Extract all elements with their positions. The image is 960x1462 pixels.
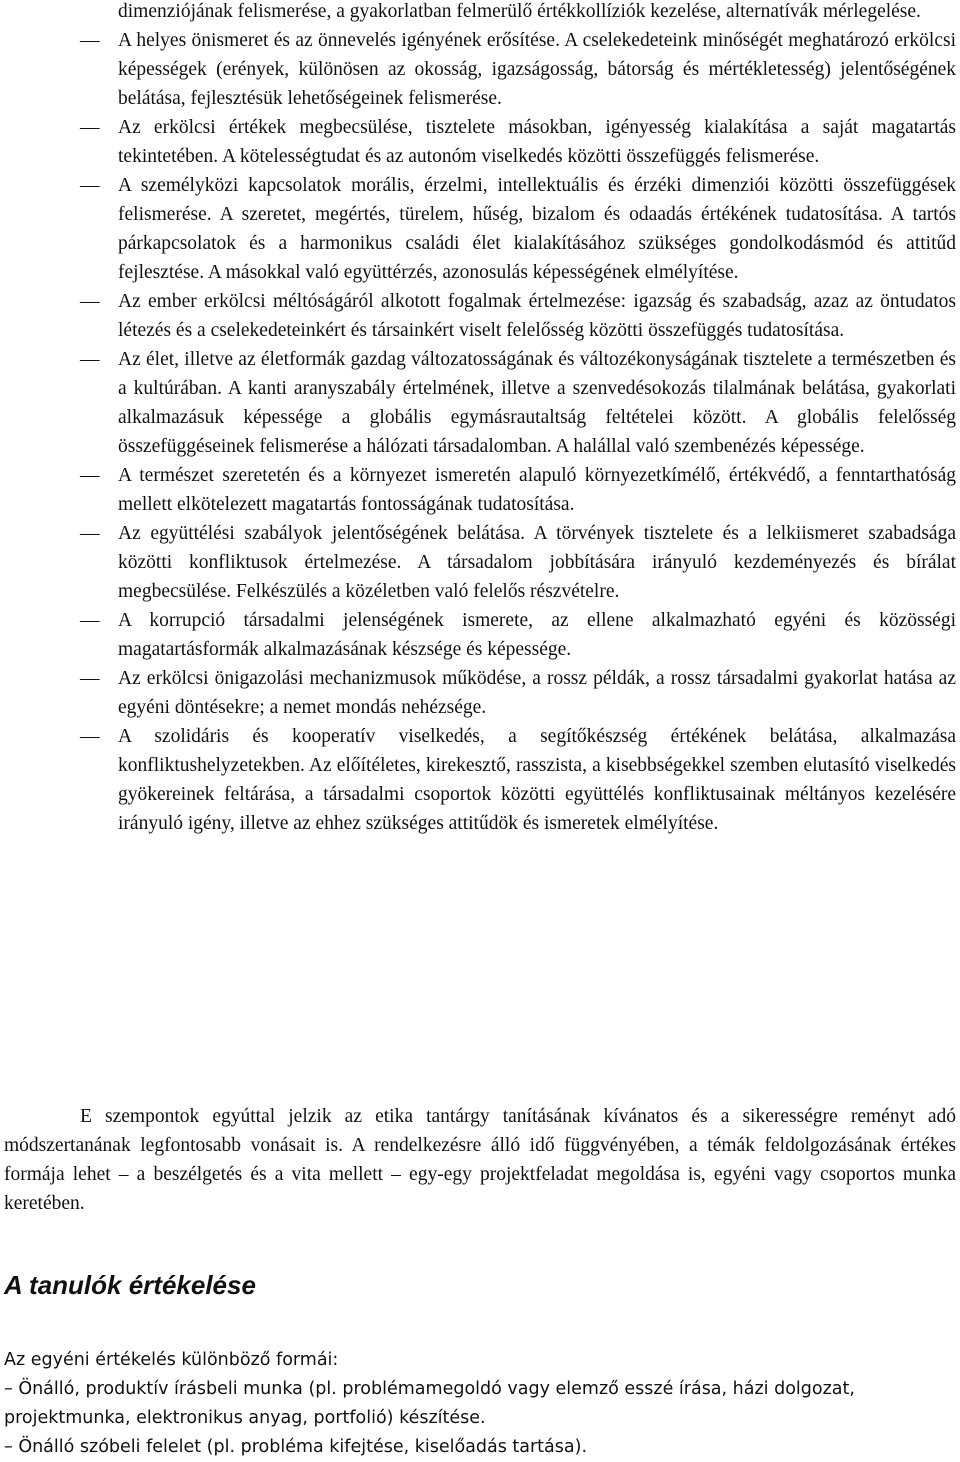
- evaluation-section: [4, 1346, 956, 1462]
- evaluation-item: – Önálló, produktív írásbeli munka (pl. problémamegoldó vagy elemző esszé írása, házi dolgozat, projektmunka, elektronikus anyag, portfolió) készítése.: [4, 1379, 855, 1428]
- closing-paragraph: E szempontok egyúttal jelzik az etika tantárgy tanításának kívánatos és a sikerességre reményt adó módszertanának legfontosabb vonásait is. A rendelkezésre álló idő függvényében, a témák feldolgozásának értékes formája lehet – a beszélgetés és a vita mellett – egy-egy projektfeladat megoldása is, egyéni vagy csoportos munka keretében.: [4, 1106, 956, 1214]
- list-item: — A személyközi kapcsolatok morális, érzelmi, intellektuális és érzéki dimenziói közötti összefüggések felismerése. A szeretet, megértés, türelem, hűség, bizalom és odaadás értékének tudatosítása. A tartós párkapcsolatok és a harmonikus családi élet kialakításához szükséges gondolkodásmód és attitűd fejlesztése. A másokkal való együttérzés, azonosulás képességének elmélyítése.: [0, 171, 960, 287]
- bullet-dash: —: [80, 668, 100, 689]
- list-item: — Az erkölcsi önigazolási mechanizmusok működése, a rossz példák, a rossz társadalmi gyakorlat hatása az egyéni döntésekre; a nemet mondás nehézsége.: [0, 664, 960, 722]
- bullet-dash: —: [80, 349, 100, 370]
- bullet-dash: —: [80, 117, 100, 138]
- list-item: — Az erkölcsi értékek megbecsülése, tisztelete másokban, igényesség kialakítása a saját magatartás tekintetében. A kötelességtudat és az autonóm viselkedés közötti összefüggés felismerése.: [0, 113, 960, 171]
- list-item: — A korrupció társadalmi jelenségének ismerete, az ellene alkalmazható egyéni és közösségi magatartásformák alkalmazásának készsége és képessége.: [0, 606, 960, 664]
- list-item: — Az élet, illetve az életformák gazdag változatosságának és változékonyságának tisztelete a természetben és a kultúrában. A kanti aranyszabály értelmének, illetve a szenvedésokozás tilalmának belátása, gyakorlati alkalmazásuk képessége a globális egymásrautaltság feltételei között. A globális felelősség összefüggéseinek felismerése a hálózati társadalomban. A halállal való szembenézés képessége.: [0, 345, 960, 461]
- bullet-dash: —: [80, 523, 100, 544]
- list-item: — Az együttélési szabályok jelentőségének belátása. A törvények tisztelete és a lelkiismeret szabadsága közötti konfliktusok értelmezése. A társadalom jobbítására irányuló kezdeményezés és bírálat megbecsülése. Felkészülés a közéletben való felelős részvételre.: [0, 519, 960, 606]
- bullet-dash: —: [80, 291, 100, 312]
- bullet-dash: —: [80, 30, 100, 51]
- bullet-dash: —: [80, 465, 100, 486]
- bullet-dash: —: [80, 726, 100, 747]
- continuation-text: dimenziójának felismerése, a gyakorlatban felmerülő értékkollíziók kezelése, alternatívák mérlegelése.: [118, 1, 921, 22]
- section-heading: A tanulók értékelése: [4, 1270, 256, 1300]
- list-item: — A szolidáris és kooperatív viselkedés, a segítőkészség értékének belátása, alkalmazása konfliktushelyzetekben. Az előítéletes, kirekesztő, rasszista, a kisebbségekkel szemben elutasító viselkedés gyökereinek feltárása, a társadalmi csoportok közötti együttélés konfliktusainak méltányos kezelésére irányuló igény, illetve az ehhez szükséges attitűdök és ismeretek elmélyítése.: [0, 722, 960, 838]
- list-item: — A természet szeretetén és a környezet ismeretén alapuló környezetkímélő, értékvédő, a fenntarthatóság mellett elkötelezett magatartás fontosságának tudatosítása.: [0, 461, 960, 519]
- list-item: — Az ember erkölcsi méltóságáról alkotott fogalmak értelmezése: igazság és szabadság, azaz az öntudatos létezés és a cselekedeteinkért és társainkért viselt felelősség közötti összefüggés tudatosítása.: [0, 287, 960, 345]
- bullet-dash: —: [80, 175, 100, 196]
- evaluation-intro: Az egyéni értékelés különböző formái:: [4, 1350, 339, 1370]
- bullet-dash: —: [80, 610, 100, 631]
- evaluation-item: – Önálló szóbeli felelet (pl. probléma kifejtése, kiselőadás tartása).: [4, 1437, 588, 1457]
- list-item: — A helyes önismeret és az önnevelés igényének erősítése. A cselekedeteink minőségét meghatározó erkölcsi képességek (erények, különösen az okosság, igazságosság, bátorság és mértékletesség) jelentőségének belátása, fejlesztésük lehetőségeinek felismerése.: [0, 26, 960, 113]
